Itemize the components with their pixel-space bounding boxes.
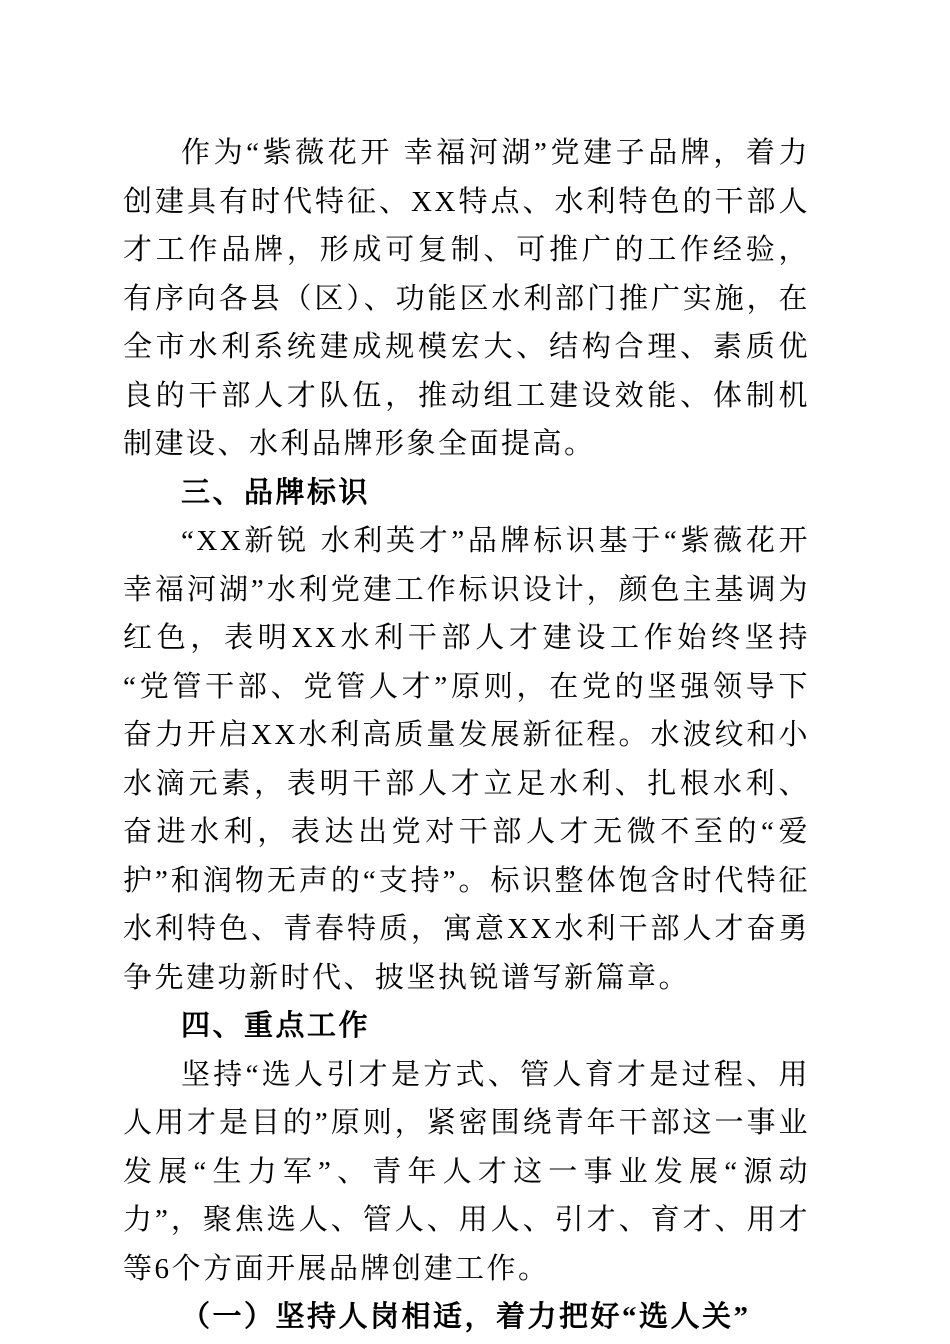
section-heading-key-work: 四、重点工作 <box>181 1010 371 1042</box>
paragraph-logo-description: “XX新锐 水利英才”品牌标识基于“紫薇花开 幸福河湖”水利党建工作标识设计，颜色主基调为红色，表明XX水利干部人才建设工作始终坚持“党管干部、党管人才”原则，在党的坚强领导下奋力开启XX水利高质量发展新征程。水波纹和小水滴元素，表明干部人才立足水利、扎根水利、奋进水利，表达出党对干部人才无微不至的“爱护”和润物无声的“支持”。标识整体饱含时代特征水利特色、青春特质，寓意XX水利干部人才奋勇争先建功新时代、披坚执锐谱写新篇章。 <box>123 525 810 994</box>
section-heading-brand-logo: 三、品牌标识 <box>181 476 371 509</box>
subsection-heading-personnel-selection: （一）坚持人岗相适，着力把好“选人关” <box>181 1301 751 1333</box>
paragraph-brand-creation-goal: 作为“紫薇花开 幸福河湖”党建子品牌，着力创建具有时代特征、XX特点、水利特色的干部人才工作品牌，形成可复制、可推广的工作经验，有序向各县（区）、功能区水利部门推广实施，在全市水利系统建成规模宏大、结构合理、素质优良的干部人才队伍，推动组工建设效能、体制机制建设、水利品牌形象全面提高。 <box>123 137 810 460</box>
paragraph-key-work-overview: 坚持“选人引才是方式、管人育才是过程、用人用才是目的”原则，紧密围绕青年干部这一事业发展“生力军”、青年人才这一事业发展“源动力”，聚焦选人、管人、用人、引才、育才、用才等6个方面开展品牌创建工作。 <box>123 1058 810 1285</box>
